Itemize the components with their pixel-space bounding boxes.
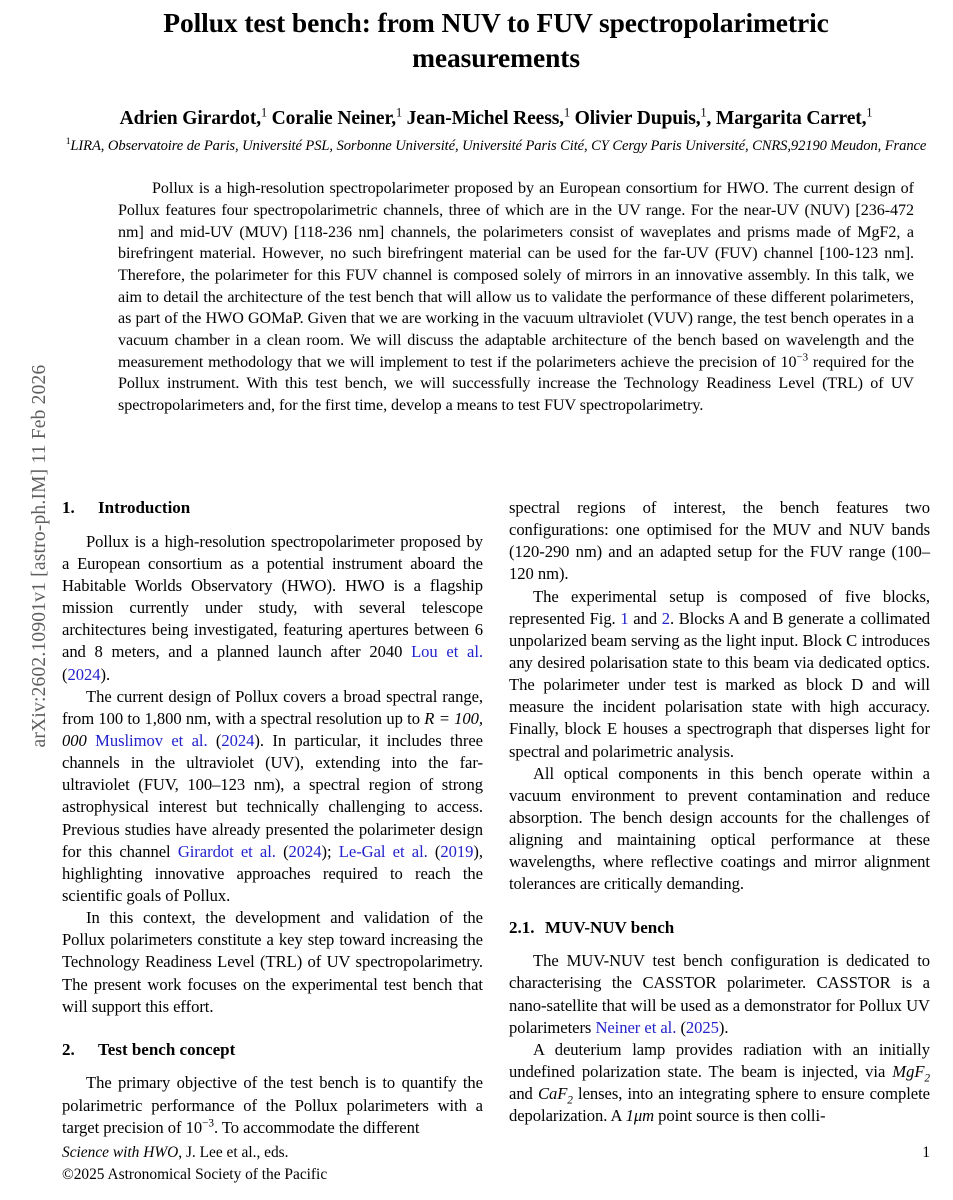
citation-author: Le-Gal et al. (338, 841, 428, 861)
citation-year: 2024 (221, 730, 255, 750)
paragraph-intro-2-text-e: , highlighting innovative approaches required to reach the scientific goals of Pollux. (62, 841, 483, 905)
citation-year: 2024 (67, 664, 101, 684)
paragraph-muvnuv-1-tail: . (724, 1017, 729, 1037)
paragraph-testbench-1-text: The primary objective of the test bench is to quantify the polarimetric performance of the Pollux polarimeters with a target precision of (62, 1073, 483, 1137)
paragraph-intro-1-tail: . (105, 664, 111, 684)
section-number-2-1: 2.1. (509, 917, 535, 937)
formula-caf2-subscript: 2 (567, 1094, 573, 1107)
abstract (118, 178, 914, 416)
citation-author: Neiner et al. (595, 1017, 677, 1037)
paragraph-muvnuv-2-text-a: A deuterium lamp provides radiation with an initially undefined polarization state. The beam is injected, via (509, 1039, 930, 1081)
citation-girardot-2024[interactable] (178, 842, 276, 861)
section-title-2: Test bench concept (98, 1039, 236, 1059)
citation-muslimov-2024[interactable] (95, 731, 207, 750)
left-column (62, 497, 483, 1139)
paper-title-line-2: measurements (412, 41, 580, 73)
citation-year-legal-2019[interactable] (440, 842, 473, 861)
paragraph-muvnuv-2-tail: point source is then colli- (654, 1106, 826, 1126)
section-heading-test-bench-concept (62, 1039, 483, 1062)
section-title-2-1: MUV-NUV bench (545, 917, 675, 937)
paragraph-intro-2-text-c: . In particular, it includes three channels in the ultraviolet (UV), extending into the far-ultraviolet (FUV, 100–123 nm), a spectral region of strong astrophysical interest but technically challenging to access. Previous studies have already presented the polarimeter design for this channel (62, 730, 483, 861)
formula-mgf2-base: MgF (892, 1061, 925, 1081)
authors-block (62, 106, 930, 157)
target-precision-base: 10 (185, 1117, 203, 1137)
paragraph-right-1: spectral regions of interest, the bench features two configurations: one optimised for the MUV and NUV bands (120-290 nm) and an adapted setup for the FUV range (100–120 nm). (509, 498, 930, 584)
formula-caf2-base: CaF (537, 1084, 568, 1104)
abstract-part-2: required for the Pollux instrument. With this test bench, we will successfully increase the Technology Readiness Level (TRL) of UV spectropolarimeters and, for the first time, develop a means to test FUV spectropolarimetry. (118, 353, 915, 414)
section-number-2: 2. (62, 1039, 75, 1059)
figure-ref-number: 1 (620, 608, 629, 628)
section-title-1: Introduction (98, 498, 191, 517)
paragraph-intro-1: Pollux is a high-resolution spectropolarimeter proposed by a European consortium as a potential instrument aboard the Habitable Worlds Observatory (HWO). HWO is a flagship mission currently under study, with several telescope architectures being investigated, featuring apertures between 6 and 8 meters, and a planned launch after 2040 Lou et al. (2024). (62, 531, 483, 684)
footer-proceedings-editors: , J. Lee et al., eds. (178, 1144, 289, 1162)
footer-proceedings-line (62, 1142, 327, 1164)
footer-copyright: ©2025 Astronomical Society of the Pacific (62, 1166, 328, 1184)
citation-year: 2025 (685, 1017, 719, 1037)
citation-author: Muslimov et al. (95, 730, 208, 750)
right-column (509, 497, 930, 1139)
citation-separator: ; (327, 841, 339, 861)
formula-mgf2 (892, 1061, 930, 1085)
citation-year-girardot-2024[interactable] (289, 842, 322, 861)
formula-caf2 (537, 1084, 573, 1107)
paragraph-right-2-text-c: . Blocks A and B generate a collimated unpolarized beam serving as the light input. Block C introduces any desired polarisation state to this beam via dedicated optics. The polarimeter under test is marked as block D and will measure the incident polarisation state with high accuracy. Finally, block E houses a spectrograph that disperses light for spectral and polarimetric analysis. (509, 608, 931, 761)
citation-author: Lou et al. (411, 642, 483, 662)
affiliation-marker: 1 (65, 136, 71, 148)
target-precision-value (186, 1118, 214, 1137)
paragraph-right-3: All optical components in this bench operate within a vacuum environment to prevent contamination and reduce absorption. The bench design accounts for the challenges of aligning and maintaining optical performance at these wavelengths, where reflective coatings and mirror alignment tolerances are critically demanding. (509, 763, 930, 894)
paragraph-testbench-1-tail: . To accommodate the different (213, 1117, 420, 1137)
figure-ref-conjunction: and (628, 608, 662, 628)
figure-ref-number: 2 (661, 608, 670, 628)
body-columns (62, 497, 930, 1139)
abstract-precision-value (780, 351, 809, 371)
section-number-1: 1. (62, 498, 75, 517)
abstract-precision-base: 10 (780, 353, 797, 371)
paper-title-line-1: Pollux test bench: from NUV to FUV spectropolarimetric (163, 7, 829, 38)
section-heading-muv-nuv-bench (509, 917, 930, 940)
affiliation-text: LIRA, Observatoire de Paris, Université PSL, Sorbonne Université, Université Paris Cité, CY Cergy Paris Université, CNRS,92190 Meudon, France (70, 138, 927, 155)
page-number: 1 (922, 1144, 930, 1162)
affiliation-line (56, 136, 936, 156)
paragraph-right-2 (509, 586, 930, 763)
figure-reference-2[interactable] (662, 609, 670, 628)
paragraph-muvnuv-2 (509, 1039, 930, 1128)
paragraph-intro-1-text: Pollux is a high-resolution spectropolarimeter proposed by a European consortium as a potential instrument aboard the Habitable Worlds Observatory (HWO). HWO is a flagship mission currently under study, with several telescope architectures being investigated, featuring apertures between 6 and 8 meters, and a planned launch after 2040 (62, 531, 483, 662)
spacer-a (87, 731, 95, 750)
paragraph-muvnuv-2-text-c: lenses, into an integrating sphere to ensure complete depolarization. A (509, 1084, 930, 1126)
paragraph-right-2-text-a: The experimental setup is composed of five blocks, represented Fig. (509, 586, 930, 628)
figure-reference-1[interactable] (620, 609, 628, 628)
footer-proceedings-info (62, 1142, 327, 1186)
formula-conjunction: and (509, 1084, 538, 1104)
spectral-resolution-value: R = 100, 000 (62, 708, 483, 750)
citation-legal-2019[interactable] (339, 842, 428, 861)
citation-year-neiner-2025[interactable] (686, 1018, 719, 1037)
paragraph-intro-3: In this context, the development and validation of the Pollux polarimeters constitute a key step toward increasing the Technology Readiness Level (TRL) of UV spectropolarimetry. The present work focuses on the experimental test bench that will support this effort. (62, 908, 483, 1016)
title-block (62, 0, 930, 76)
abstract-precision-exponent: −3 (796, 351, 809, 364)
citation-neiner-2025[interactable] (595, 1018, 676, 1037)
paragraph-testbench-1 (62, 1072, 483, 1138)
target-precision-exponent: −3 (202, 1117, 214, 1130)
formula-mgf2-subscript: 2 (924, 1072, 930, 1085)
paragraph-intro-2-text-a: The current design of Pollux covers a broad spectral range, from 100 to 1,800 nm, with a spectral resolution up to (62, 686, 483, 728)
citation-year-lou-2024[interactable] (67, 665, 100, 684)
citation-year: 2019 (440, 841, 474, 861)
page-title (96, 6, 896, 76)
paragraph-muvnuv-1: The MUV-NUV test bench configuration is dedicated to characterising the CASSTOR polarimeter. CASSTOR is a nano-satellite that will be used as a demonstrator for Pollux UV polarimeters Neiner et al. (2025). (509, 951, 930, 1037)
section-heading-introduction (62, 497, 483, 520)
paper-page (62, 0, 930, 1200)
citation-year-muslimov-2024[interactable] (221, 731, 254, 750)
citation-author: Girardot et al. (177, 841, 276, 861)
arxiv-identifier-stamp: arXiv:2602.10901v1 [astro-ph.IM] 11 Feb 2026 (29, 364, 50, 748)
abstract-part-1: Pollux is a high-resolution spectropolarimeter proposed by an European consortium for HWO. The current design of Pollux features four spectropolarimetric channels, three of which are in the UV range. For the near-UV (NUV) [236-472 nm] and mid-UV (MUV) [118-236 nm] channels, the polarimeters consist of waveplates and prisms made of MgF2, a birefringent material. However, no such birefringent material can be used for the far-UV (FUV) channel [100-123 nm]. Therefore, the polarimeter for this FUV channel is composed solely of mirrors in an innovative assembly. In this talk, we aim to detail the architecture of the test bench that will allow us to validate the performance of these different polarimeters, as part of the HWO GOMaP. Given that we are working in the vacuum ultraviolet (VUV) range, the test bench operates in a vacuum chamber in a clean room. We will discuss the adaptable architecture of the bench based on wavelength and the measurement methodology that we will implement to test if the polarimeters achieve the precision of (118, 180, 914, 371)
author-list: Adrien Girardot,$^1$ Coralie Neiner,$^1$ Jean-Michel Reess,$^1$ Olivier Dupuis,$^1$, Margarita Carret,$^1$ (119, 105, 873, 129)
footer-proceedings-title: Science with HWO (62, 1144, 179, 1162)
citation-year: 2024 (288, 841, 322, 861)
citation-lou-2024[interactable] (411, 642, 483, 661)
page-footer (62, 1142, 930, 1186)
point-source-size: 1μm (625, 1106, 655, 1126)
paragraph-intro-2: The current design of Pollux covers a broad spectral range, from 100 to 1,800 nm, with a spectral resolution up to R = 100, 000 Muslimov et al. (2024). In particular, it includes three channels in the ultraviolet (UV), extending into the far-ultraviolet (FUV, 100–123 nm), a spectral region of strong astrophysical interest but technically challenging to access. Previous studies have already presented the polarimeter design for this channel Girardot et al. (2024); Le-Gal et al. (2019), highlighting innovative approaches required to reach the scientific goals of Pollux. (62, 686, 483, 905)
paragraph-muvnuv-1-text: The MUV-NUV test bench configuration is dedicated to characterising the CASSTOR polarimeter. CASSTOR is a nano-satellite that will be used as a demonstrator for Pollux UV polarimeters (509, 951, 930, 1037)
